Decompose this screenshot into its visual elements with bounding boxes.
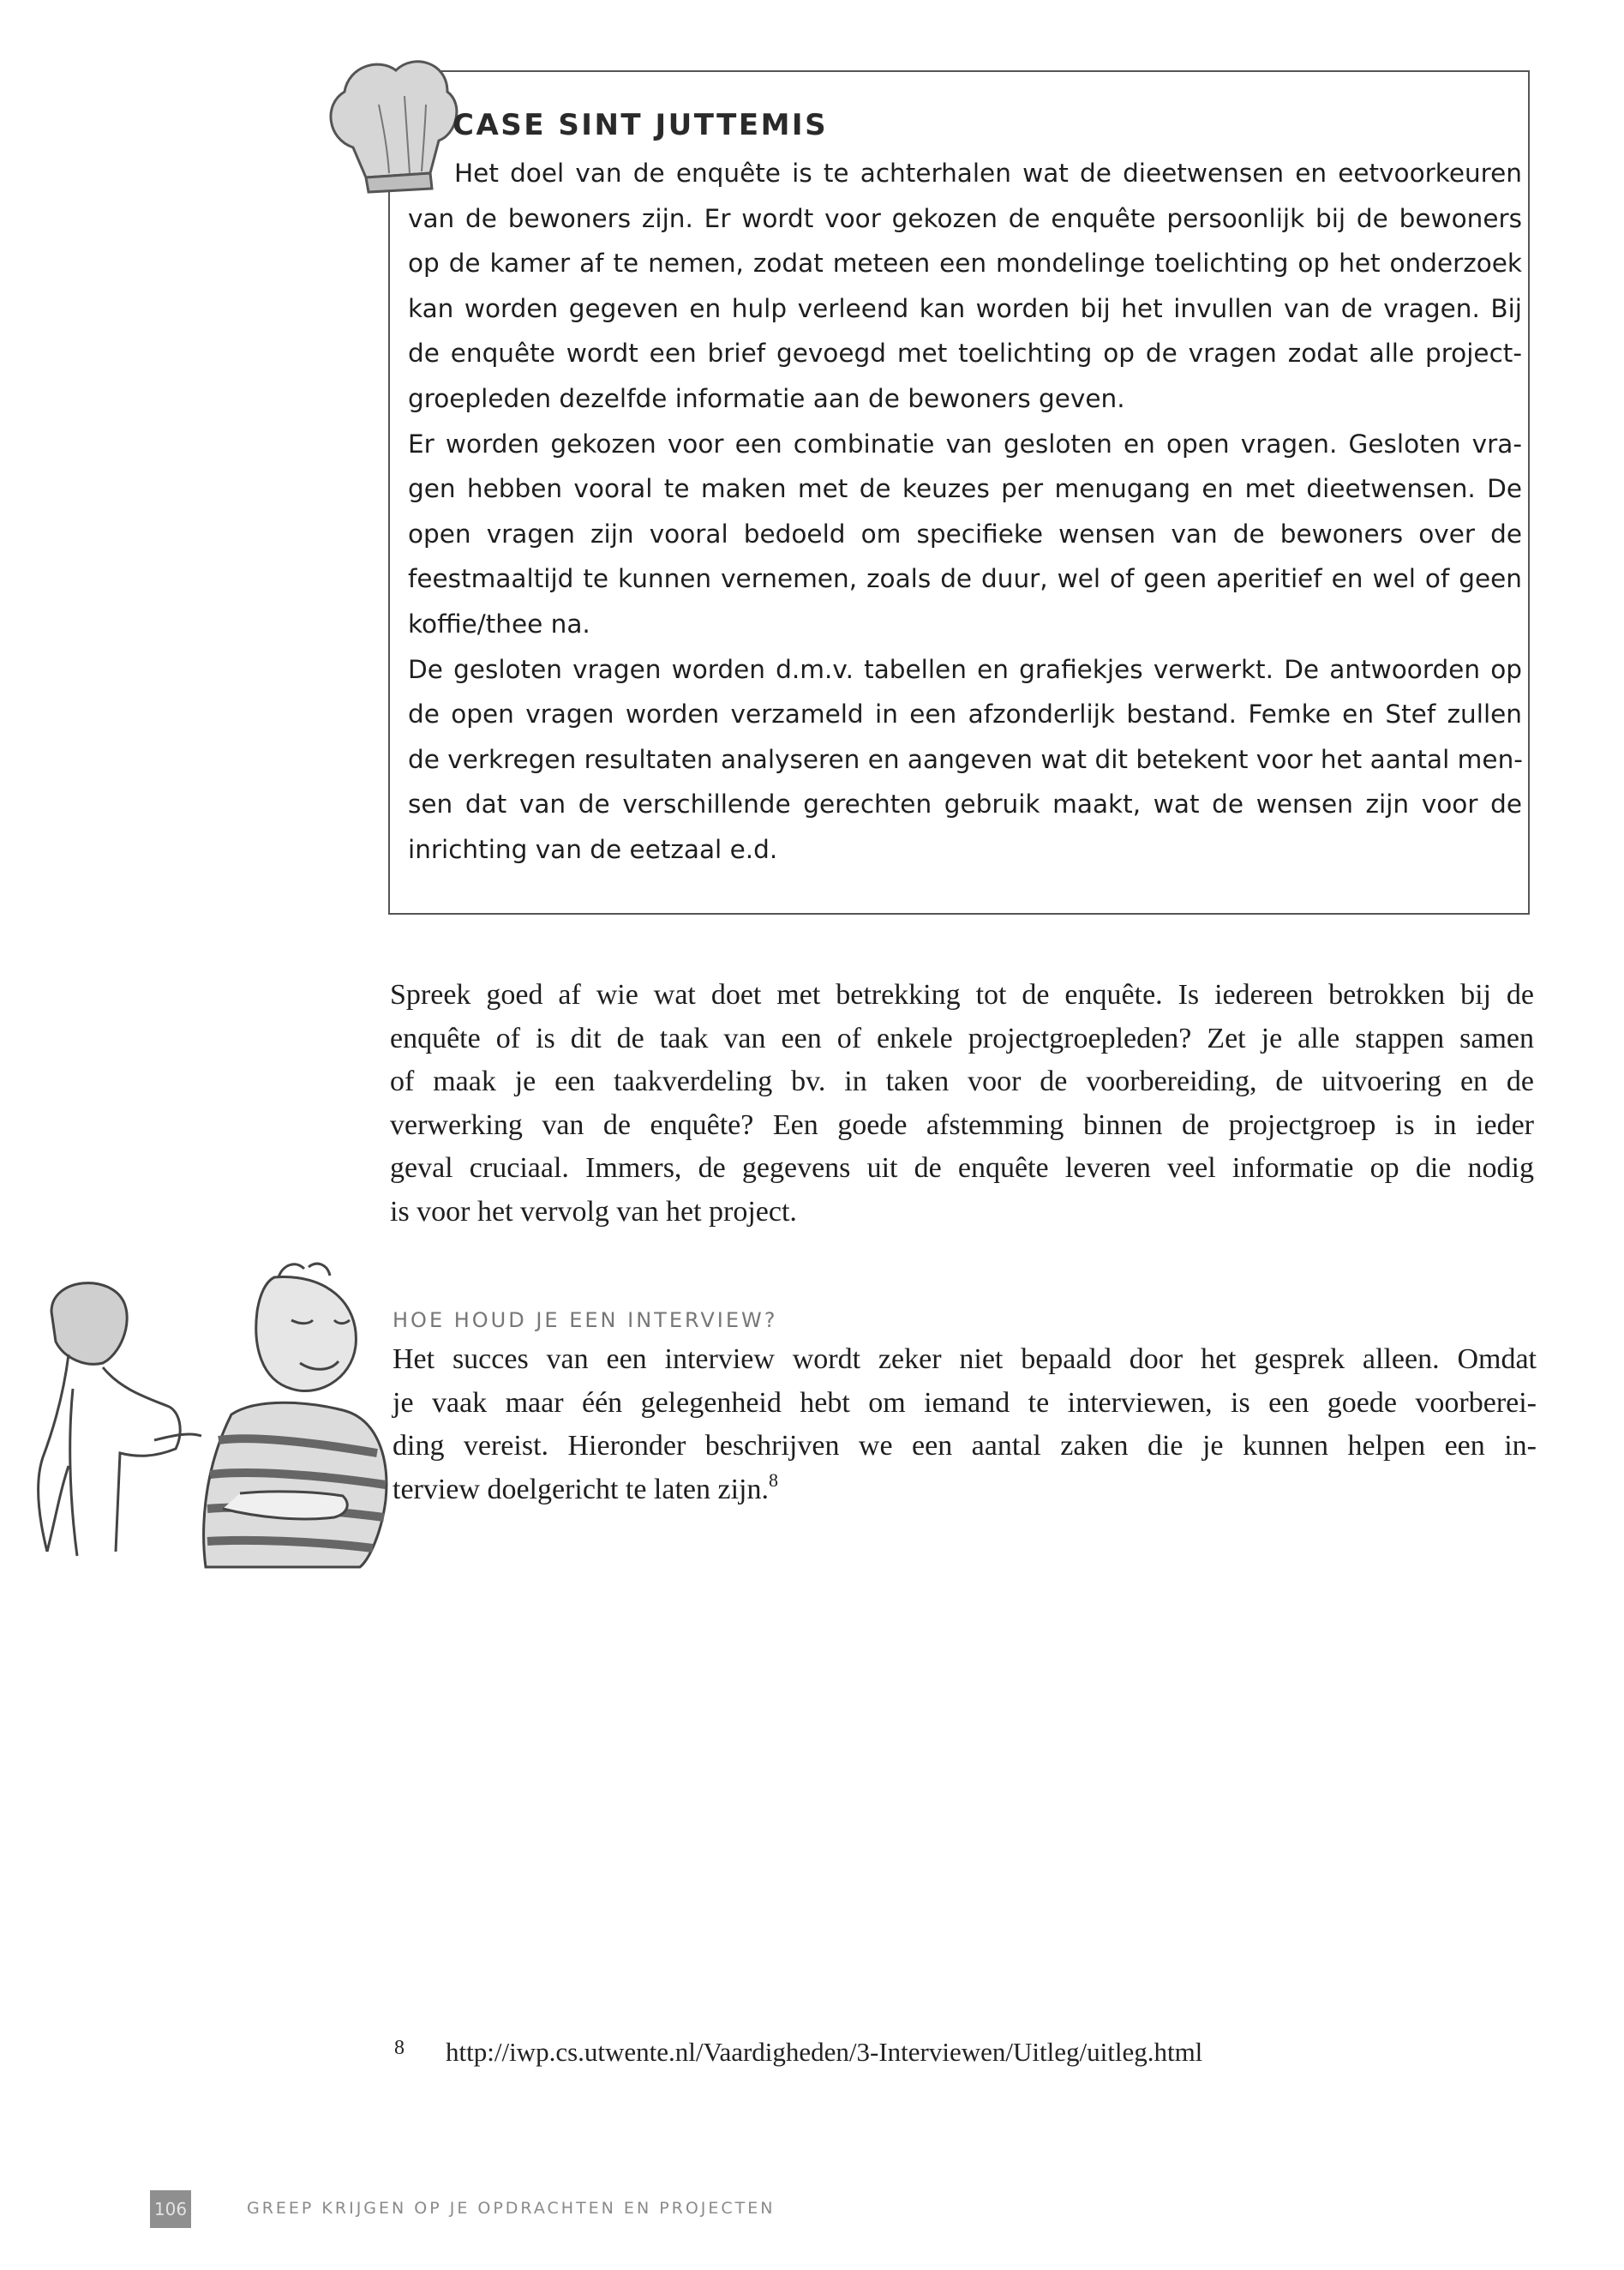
page-number: 106	[150, 2190, 191, 2228]
section-line-last	[393, 1468, 1537, 1512]
case-line: op de kamer af te nemen, zodat meteen een mondelinge toelichting op het onderzoek	[408, 249, 1522, 279]
body-line: is voor het vervolg van het project.	[390, 1195, 797, 1228]
footnote	[394, 2037, 1202, 2068]
case-title: CASE SINT JUTTEMIS	[452, 108, 829, 142]
case-line: De gesloten vragen worden d.m.v. tabellen en grafiekjes verwerkt. De antwoorden op	[408, 654, 1522, 684]
case-line: van de bewoners zijn. Er wordt voor gekozen de enquête persoonlijk bij de bewoners	[408, 203, 1522, 233]
section-paragraph	[393, 1338, 1537, 1511]
body-line: enquête of is dit de taak van een of enkele projectgroepleden? Zet je alle stappen samen	[390, 1022, 1534, 1054]
case-text	[408, 151, 1522, 873]
body-line: Spreek goed af wie wat doet met betrekking tot de enquête. Is iedereen betrokken bij de	[390, 979, 1534, 1011]
interview-illustration	[17, 1260, 394, 1569]
section-line-text: terview doelgericht te laten zijn.	[393, 1473, 769, 1505]
case-line: Het doel van de enquête is te achterhalen wat de dieetwensen en eetvoorkeuren	[454, 159, 1522, 188]
case-line: de verkregen resultaten analyseren en aangeven wat dit betekent voor het aantal men-	[408, 744, 1523, 774]
case-line: inrichting van de eetzaal e.d.	[408, 834, 778, 864]
case-line: koffie/thee na.	[408, 609, 590, 639]
footnote-url[interactable]: http://iwp.cs.utwente.nl/Vaardigheden/3-Interviewen/Uitleg/uitleg.html	[446, 2037, 1203, 2067]
body-line: verwerking van de enquête? Een goede afstemming binnen de projectgroep is in ieder	[390, 1108, 1534, 1141]
body-paragraph	[390, 974, 1534, 1234]
running-footer: GREEP KRIJGEN OP JE OPDRACHTEN EN PROJECTEN	[247, 2199, 776, 2218]
section-line: je vaak maar één gelegenheid hebt om iemand te interviewen, is een goede voorberei-	[393, 1386, 1537, 1419]
case-line: Er worden gekozen voor een combinatie van gesloten en open vragen. Gesloten vra-	[408, 429, 1522, 459]
case-line: gen hebben vooral te maken met de keuzes per menugang en met dieetwensen. De	[408, 474, 1522, 504]
case-line: groepleden dezelfde informatie aan de bewoners geven.	[408, 383, 1125, 413]
case-line: de open vragen worden verzameld in een afzonderlijk bestand. Femke en Stef zullen	[408, 700, 1522, 730]
case-line: feestmaaltijd te kunnen vernemen, zoals de duur, wel of geen aperitief en wel of geen	[408, 564, 1522, 594]
body-line: geval cruciaal. Immers, de gegevens uit de enquête leveren veel informatie op die nodig	[390, 1152, 1534, 1184]
body-line: of maak je een taakverdeling bv. in taken voor de voorbereiding, de uitvoering en de	[390, 1066, 1534, 1097]
section-heading: HOE HOUD JE EEN INTERVIEW?	[393, 1308, 778, 1332]
footnote-number: 8	[394, 2037, 405, 2059]
section-line: ding vereist. Hieronder beschrijven we een aantal zaken die je kunnen helpen een in-	[393, 1430, 1537, 1462]
footnote-reference[interactable]: 8	[768, 1468, 778, 1491]
case-line: kan worden gegeven en hulp verleend kan worden bij het invullen van de vragen. Bij	[408, 293, 1522, 323]
case-line: open vragen zijn vooral bedoeld om specifieke wensen van de bewoners over de	[408, 519, 1522, 549]
section-line: Het succes van een interview wordt zeker niet bepaald door het gesprek alleen. Omdat	[393, 1343, 1537, 1375]
case-line: de enquête wordt een brief gevoegd met toelichting op de vragen zodat alle project-	[408, 339, 1522, 369]
case-line: sen dat van de verschillende gerechten gebruik maakt, wat de wensen zijn voor de	[408, 790, 1522, 820]
